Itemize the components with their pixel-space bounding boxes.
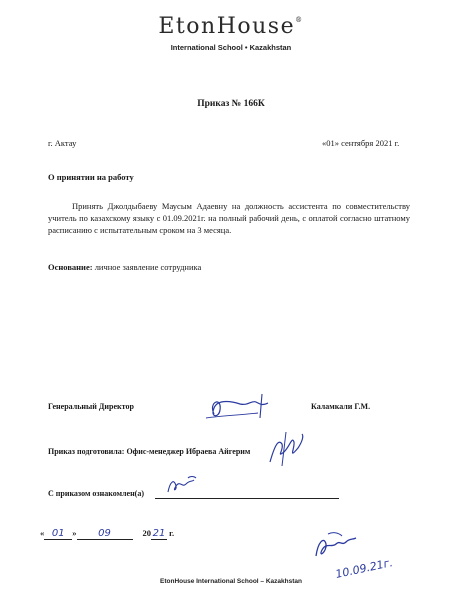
date-year-prefix: 20 [142,528,151,538]
basis-label: Основание: [48,262,93,272]
director-signature [200,388,278,424]
logo-subtitle: International School • Kazakhstan [170,43,292,52]
order-date: «01» сентября 2021 г. [322,138,400,148]
basis-text: личное заявление сотрудника [92,262,202,272]
director-name: Каламкали Г.М. [311,402,371,411]
date-day: 01 [51,528,65,539]
logo-text: EtonHouse [158,14,296,39]
order-subject: О принятии на работу [48,172,134,182]
registered-mark: ® [295,16,304,24]
order-title: Приказ № 166К [197,99,265,109]
acknowledged-date [40,528,174,540]
acknowledged-label: С приказом ознакомлен(а) [48,489,144,498]
order-basis [48,262,201,272]
page-footer: EtonHouse International School – Kazakhstan [160,578,302,585]
prepared-by: Приказ подготовила: Офис-менеджер Ибраева Айгерим [48,447,251,456]
order-body: Принять Джолдыбаеву Маусым Адаевну на должность ассистента по совместительству учитель по казахскому языку с 01.09.2021г. на полный рабочий день, с оплатой согласно штатному расписанию с испытательным сроком на 3 месяца. [48,201,410,235]
date-year-suffix: 21 [152,528,166,539]
date-tail: г. [167,528,175,538]
order-city: г. Актау [48,138,77,148]
handwritten-date: 10.09.21г. [334,556,394,581]
school-logo [0,14,462,39]
employee-signature-large [308,530,362,564]
director-title: Генеральный Директор [48,402,134,411]
preparer-signature [264,428,308,468]
acknowledged-line [155,498,339,499]
date-month: 09 [98,528,111,539]
employee-signature [164,474,200,496]
date-open-quote: « [40,528,45,538]
date-close-quote: » [72,528,77,538]
